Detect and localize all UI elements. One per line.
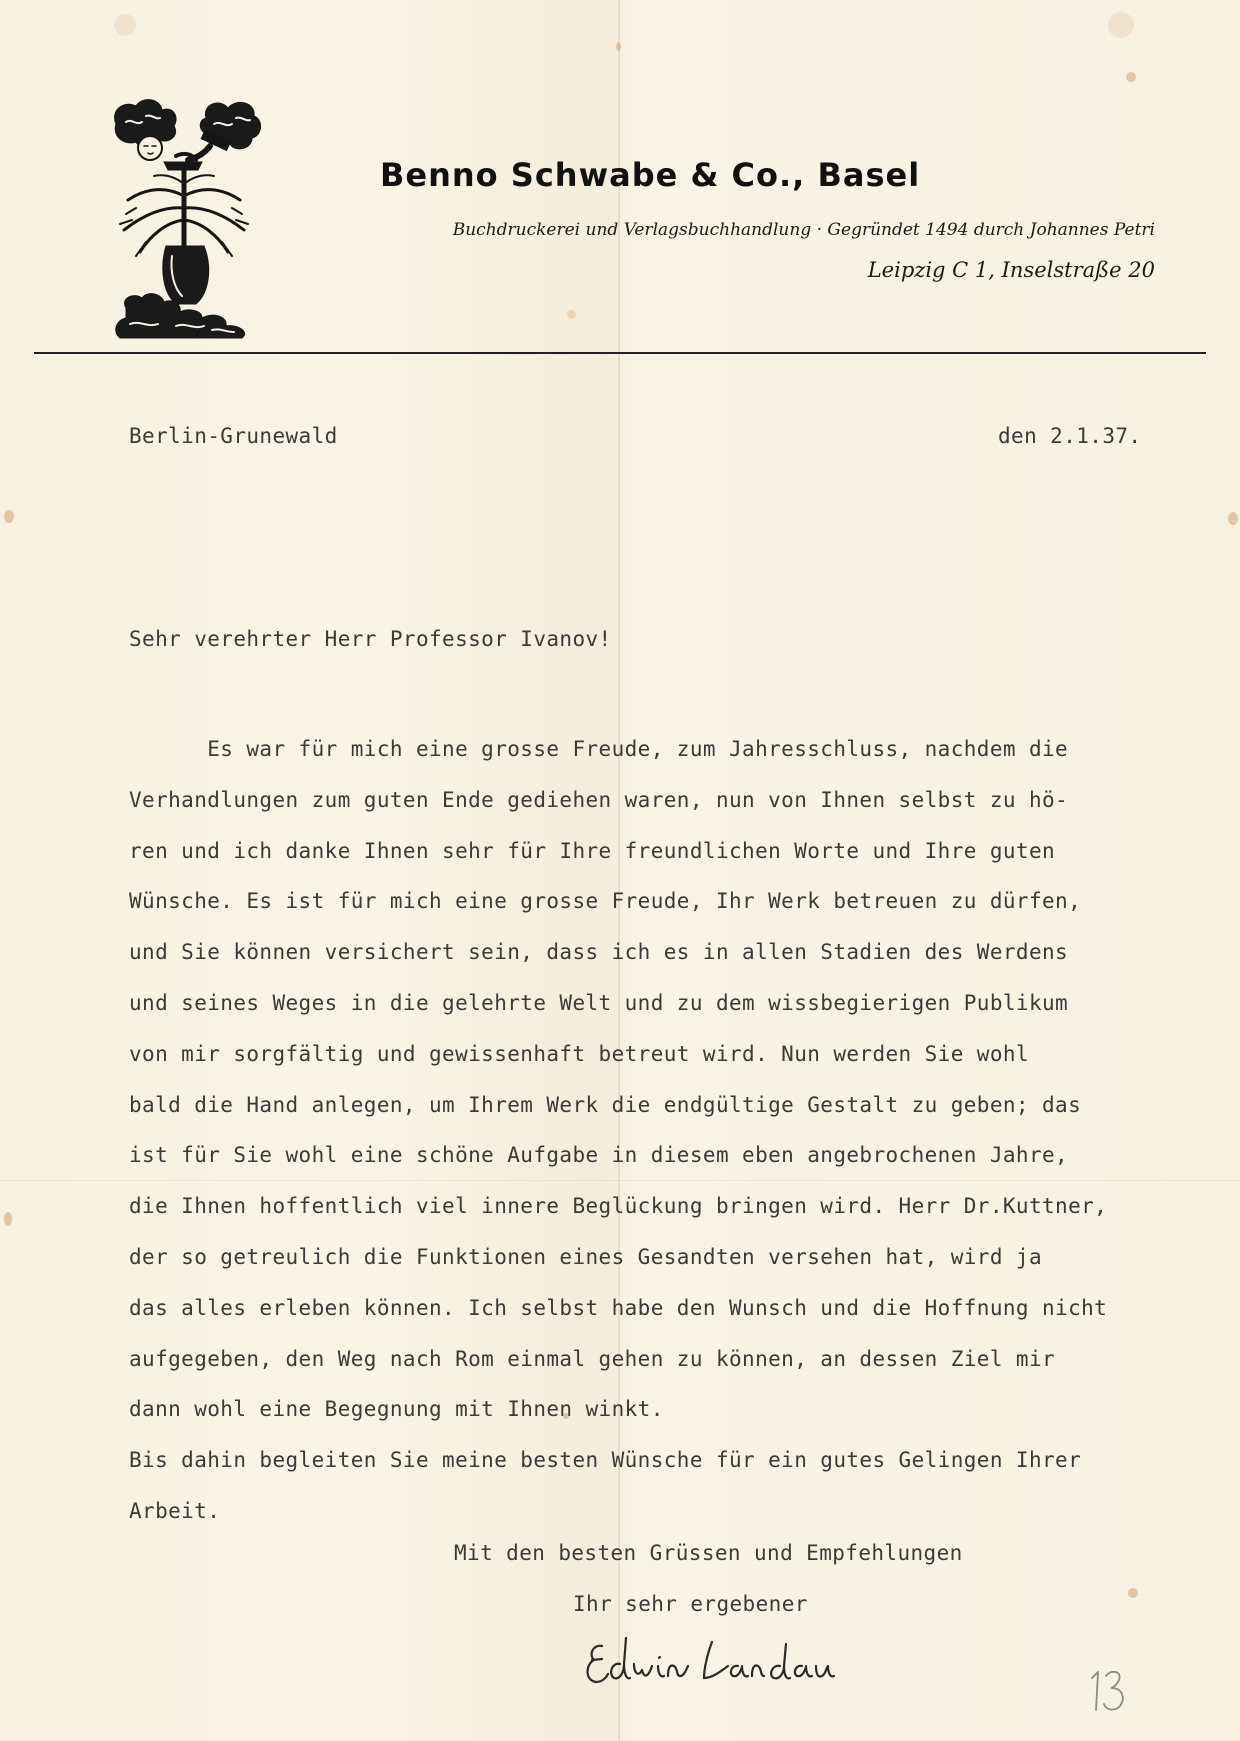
company-name: Benno Schwabe & Co., Basel — [380, 156, 921, 194]
body-line: der so getreulich die Funktionen eines Gesandten versehen hat, wird ja — [129, 1244, 1043, 1269]
body-line: dann wohl eine Begegnung mit Ihnen winkt. — [129, 1397, 664, 1422]
body-line: ren und ich danke Ihnen sehr für Ihre freundlichen Worte und Ihre guten — [129, 838, 1056, 863]
body-line: und Sie können versichert sein, dass ich es in allen Stadien des Werdens — [129, 940, 1069, 965]
foxing-spot — [1126, 72, 1136, 82]
body-line: Verhandlungen zum guten Ende gediehen waren, nun von Ihnen selbst zu hö- — [129, 787, 1069, 812]
foxing-spot — [567, 310, 576, 319]
letter-complimentary-close: Ihr sehr ergebener — [573, 1592, 808, 1616]
foxing-spot — [616, 42, 621, 51]
body-line: und seines Weges in die gelehrte Welt und zu dem wissbegierigen Publikum — [129, 990, 1069, 1015]
foxing-spot — [114, 14, 136, 36]
handwritten-signature — [580, 1624, 840, 1694]
letter-date: den 2.1.37. — [998, 424, 1142, 448]
body-line: Es war für mich eine grosse Freude, zum Jahresschluss, nachdem die — [129, 737, 1069, 761]
body-line: Arbeit. — [129, 1498, 221, 1523]
body-line: Bis dahin begleiten Sie meine besten Wünsche für ein gutes Gelingen Ihrer — [129, 1448, 1082, 1473]
foxing-spot — [4, 1212, 12, 1226]
letterhead-rule — [34, 352, 1206, 354]
pencil-archive-number — [1086, 1666, 1130, 1716]
foxing-spot — [1108, 12, 1134, 38]
woodcut-printer-emblem-icon — [106, 96, 266, 340]
body-line: ist für Sie wohl eine schöne Aufgabe in diesem eben angebrochenen Jahre, — [129, 1143, 1069, 1168]
company-address: Leipzig C 1, Inselstraße 20 — [867, 258, 1155, 282]
letter-body — [129, 724, 1107, 1537]
letter-place: Berlin-Grunewald — [129, 424, 338, 448]
company-tagline: Buchdruckerei und Verlagsbuchhandlung · Gegründet 1494 durch Johannes Petri — [452, 220, 1155, 240]
foxing-spot — [1128, 1588, 1138, 1598]
body-line: Wünsche. Es ist für mich eine grosse Freude, Ihr Werk betreuen zu dürfen, — [129, 889, 1082, 914]
body-line: aufgegeben, den Weg nach Rom einmal gehen zu können, an dessen Ziel mir — [129, 1346, 1056, 1371]
letter-salutation: Sehr verehrter Herr Professor Ivanov! — [129, 627, 612, 651]
letter-closing: Mit den besten Grüssen und Empfehlungen — [454, 1541, 963, 1565]
body-line: bald die Hand anlegen, um Ihrem Werk die endgültige Gestalt zu geben; das — [129, 1092, 1082, 1117]
foxing-spot — [1228, 512, 1238, 525]
body-line: die Ihnen hoffentlich viel innere Beglückung bringen wird. Herr Dr.Kuttner, — [129, 1194, 1108, 1219]
foxing-spot — [4, 510, 14, 523]
body-line: das alles erleben können. Ich selbst habe den Wunsch und die Hoffnung nicht — [129, 1295, 1108, 1320]
body-line: von mir sorgfältig und gewissenhaft betreut wird. Nun werden Sie wohl — [129, 1041, 1029, 1066]
